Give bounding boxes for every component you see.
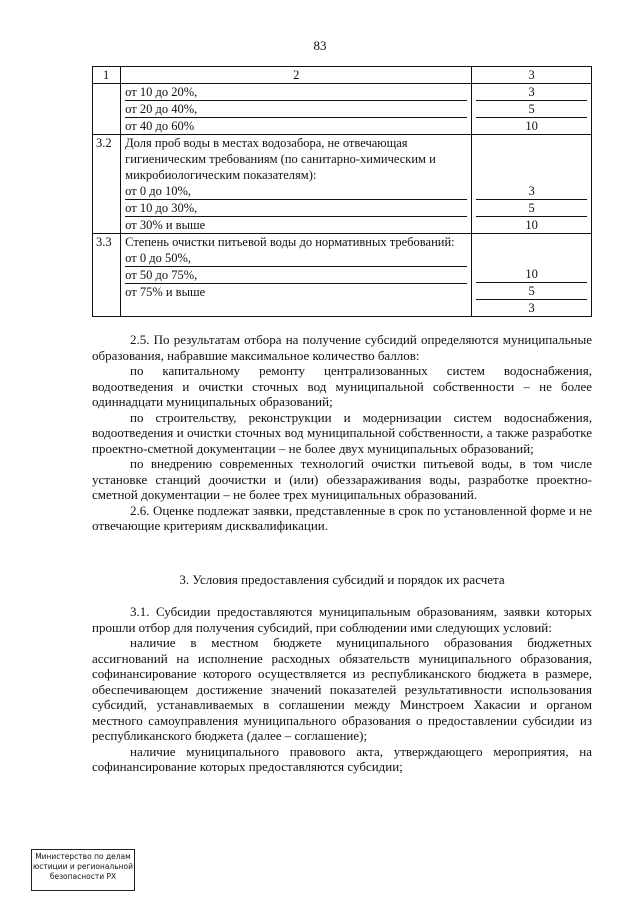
criteria-item: от 75% и выше	[125, 285, 206, 299]
score-value: 10	[525, 218, 538, 232]
criteria-item: от 10 до 20%,	[125, 84, 467, 101]
table-row	[93, 135, 592, 234]
score-value: 3	[476, 84, 587, 101]
paragraph-capital-repair: по капитальному ремонту централизованных систем водоснабжения, водоотведения и очистки сточных вод муниципальной собственности – не более одиннадцати муниципальных образований;	[92, 363, 592, 409]
row-criteria	[121, 234, 472, 317]
stamp-line: безопасности РХ	[49, 872, 117, 881]
row-number: 3.3	[93, 234, 121, 317]
criteria-title: Степень очистки питьевой воды до нормативных требований:	[125, 235, 455, 249]
score-value: 5	[476, 283, 587, 300]
table-header-row	[93, 67, 592, 84]
criteria-item: от 50 до 75%,	[125, 267, 467, 284]
section-3-heading: 3. Условия предоставления субсидий и порядок их расчета	[179, 572, 505, 587]
section-3-heading-block	[92, 572, 592, 588]
score-value: 3	[476, 183, 587, 200]
paragraph-budget-condition: наличие в местном бюджете муниципального образования бюджетных ассигнований на исполнение расходных обязательств муниципального образования, софинансирование которого осуществляется из республиканского бюджета в размере, обеспечивающем достижение значений показателей результативности использования субсидий, устанавливаемых в соглашении между Минстроем Хакасии и органом местного самоуправления муниципального образования о предоставлении субсидии из республиканского бюджета (далее – соглашение);	[92, 635, 592, 743]
paragraph-2-5: 2.5. По результатам отбора на получение субсидий определяются муниципальные образования, набравшие максимальное количество баллов:	[92, 332, 592, 363]
ministry-stamp	[31, 849, 135, 891]
criteria-item: от 30% и выше	[125, 218, 206, 232]
criteria-table	[92, 66, 592, 317]
row-scores	[472, 234, 592, 317]
criteria-title: Доля проб воды в местах водозабора, не отвечающая гигиеническим требованиям (по санитарно-химическим и микробиологическим показателям):	[125, 136, 436, 182]
score-value: 3	[528, 301, 535, 315]
row-scores	[472, 135, 592, 234]
row-number: 3.2	[93, 135, 121, 234]
row-criteria	[121, 135, 472, 234]
row-number	[93, 84, 121, 135]
section-3-text	[92, 604, 592, 775]
header-col-3: 3	[472, 67, 592, 84]
criteria-item: от 0 до 10%,	[125, 183, 467, 200]
page-number: 83	[313, 38, 327, 53]
score-value: 5	[476, 101, 587, 118]
paragraph-2-6: 2.6. Оценке подлежат заявки, представленные в срок по установленной форме и не отвечающие критериям дисквалификации.	[92, 502, 592, 533]
paragraph-legal-act-condition: наличие муниципального правового акта, утверждающего мероприятия, на софинансирование которых предоставляются субсидии;	[92, 743, 592, 774]
table-row	[93, 84, 592, 135]
paragraph-construction: по строительству, реконструкции и модернизации систем водоснабжения, водоотведения и очистки сточных вод муниципальной собственности, а также разработке проектно-сметной документации – не более двух муниципальных образований;	[92, 409, 592, 456]
stamp-line: Министерство по делам	[35, 852, 131, 861]
criteria-item: от 20 до 40%,	[125, 101, 467, 118]
criteria-item: от 10 до 30%,	[125, 200, 467, 217]
paragraph-technologies: по внедрению современных технологий очистки питьевой воды, в том числе установке станций доочистки и (или) обеззараживания воды, разработке проектно-сметной документации – не более трех муниципальных образований.	[92, 456, 592, 502]
score-value: 10	[476, 266, 587, 283]
header-col-1: 1	[93, 67, 121, 84]
paragraph-3-1: 3.1. Субсидии предоставляются муниципальным образованиям, заявки которых прошли отбор для получения субсидий, при соблюдении ими следующих условий:	[92, 604, 592, 635]
header-col-2: 2	[121, 67, 472, 84]
score-value: 10	[525, 119, 538, 133]
criteria-item: от 0 до 50%,	[125, 250, 467, 267]
score-value: 5	[476, 200, 587, 217]
table-row	[93, 234, 592, 317]
row-criteria	[121, 84, 472, 135]
stamp-line: юстиции и региональной	[32, 862, 134, 871]
criteria-item: от 40 до 60%	[125, 119, 195, 133]
section-2-text	[92, 332, 592, 534]
row-scores	[472, 84, 592, 135]
